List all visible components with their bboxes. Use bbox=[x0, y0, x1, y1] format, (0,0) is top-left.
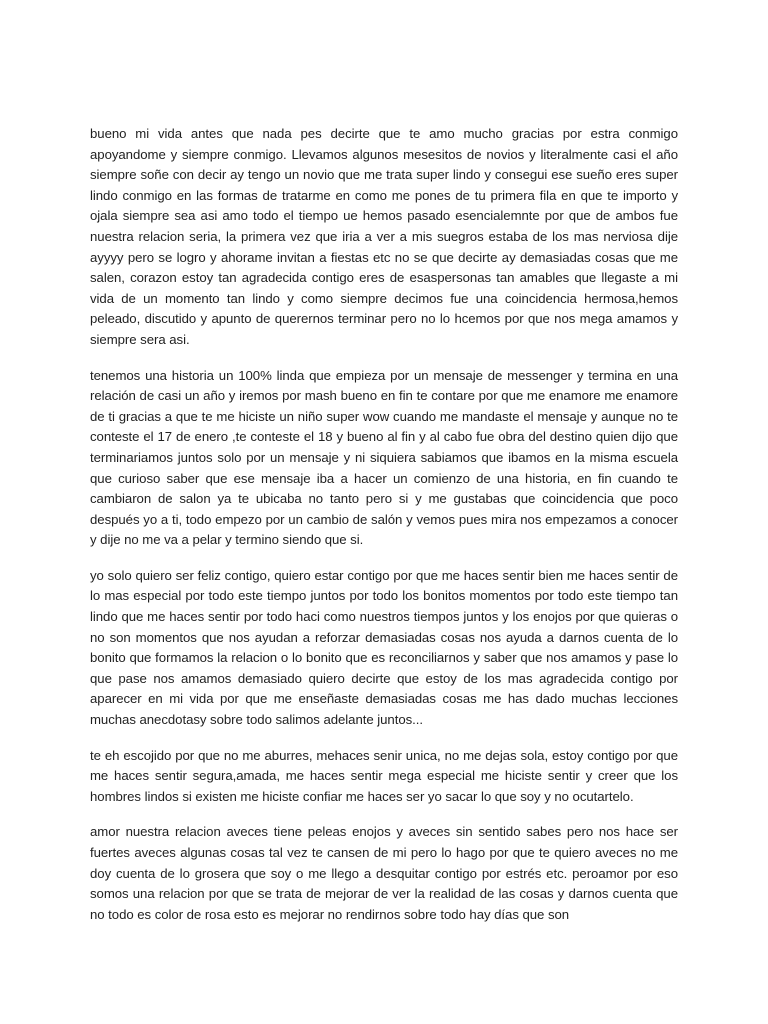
paragraph-4: te eh escojido por que no me aburres, mehaces senir unica, no me dejas sola, estoy contigo por que me haces sentir segura,amada, me haces sentir mega especial me hiciste sentir y creer que los hombres lindos si existen me hiciste confiar me haces ser yo sacar lo que soy y no ocutartelo. bbox=[90, 747, 678, 804]
paragraph-1: bueno mi vida antes que nada pes decirte que te amo mucho gracias por estra conmigo apoyandome y siempre conmigo. Llevamos algunos mesesitos de novios y literalmente casi el año siempre soñe con decir ay tengo un novio que me trata super lindo y consegui ese sueño eres super lindo conmigo en las formas de tratarme en como me pones de tu primera fila en que te importo y ojala siempre sea asi amo todo el tiempo ue hemos pasado esencialemnte por que de ambos fue nuestra relacion seria, la primera vez que iria a ver a mis suegros estaba de los mas nerviosa dije ayyyy pero se logro y ahorame invitan a fiestas etc no se que decirte ay demasiadas cosas que me salen, corazon estoy tan agradecida contigo eres de esaspersonas tan amables que llegaste a mi vida de un momento tan lindo y como siempre decimos fue una coincidencia hermosa,hemos peleado, discutido y apunto de querernos terminar pero no lo hcemos por que nos mega amamos y siempre sera asi. bbox=[90, 126, 678, 347]
paragraph-2: tenemos una historia un 100% linda que empieza por un mensaje de messenger y termina en una relación de casi un año y iremos por mash bueno en fin te contare por que me enamore me enamore de ti gracias a que te me hiciste un niño super wow cuando me mandaste el mensaje y aunque no te conteste el 17 de enero ,te conteste el 18 y bueno al fin y al cabo fue obra del destino quien dijo que terminariamos juntos solo por un mensaje y ni siquiera sabiamos que ibamos en la misma escuela que curioso saber que ese mensaje iba a hacer un comienzo de una historia, en fin cuando te cambiaron de salon ya te ubicaba no tanto pero si y me gustabas que coincidencia que poco después yo a ti, todo empezo por un cambio de salón y vemos pues mira nos empezamos a conocer y dije no me va a pelar y termino siendo que si. bbox=[90, 367, 678, 548]
document-body bbox=[90, 124, 678, 940]
paragraph-5: amor nuestra relacion aveces tiene peleas enojos y aveces sin sentido sabes pero nos hace ser fuertes aveces algunas cosas tal vez te cansen de mi pero lo hago por que te quiero aveces no me doy cuenta de lo grosera que soy o me llego a desquitar contigo por estrés etc. peroamor por eso somos una relacion por que se trata de mejorar de ver la realidad de las cosas y darnos cuenta que no todo es color de rosa esto es mejorar no rendirnos sobre todo hay días que son bbox=[90, 824, 678, 922]
paragraph-3: yo solo quiero ser feliz contigo, quiero estar contigo por que me haces sentir bien me haces sentir de lo mas especial por todo este tiempo juntos por todo los bonitos momentos por todo este tiempo tan lindo que me haces sentir por todo haci como nuestros tiempos juntos y los enojos por que quieras o no son momentos que nos ayudan a reforzar demasiadas cosas nos ayuda a darnos cuenta de lo bonito que formamos la relacion o lo bonito que es reconciliarnos y saber que nos amamos y pase lo que pase nos amamos demasiado quiero decirte que estoy de los mas agradecida contigo por aparecer en mi vida por que me enseñaste demasiadas cosas me has dado muchas lecciones muchas anecdotasy sobre todo salimos adelante juntos... bbox=[90, 567, 678, 728]
